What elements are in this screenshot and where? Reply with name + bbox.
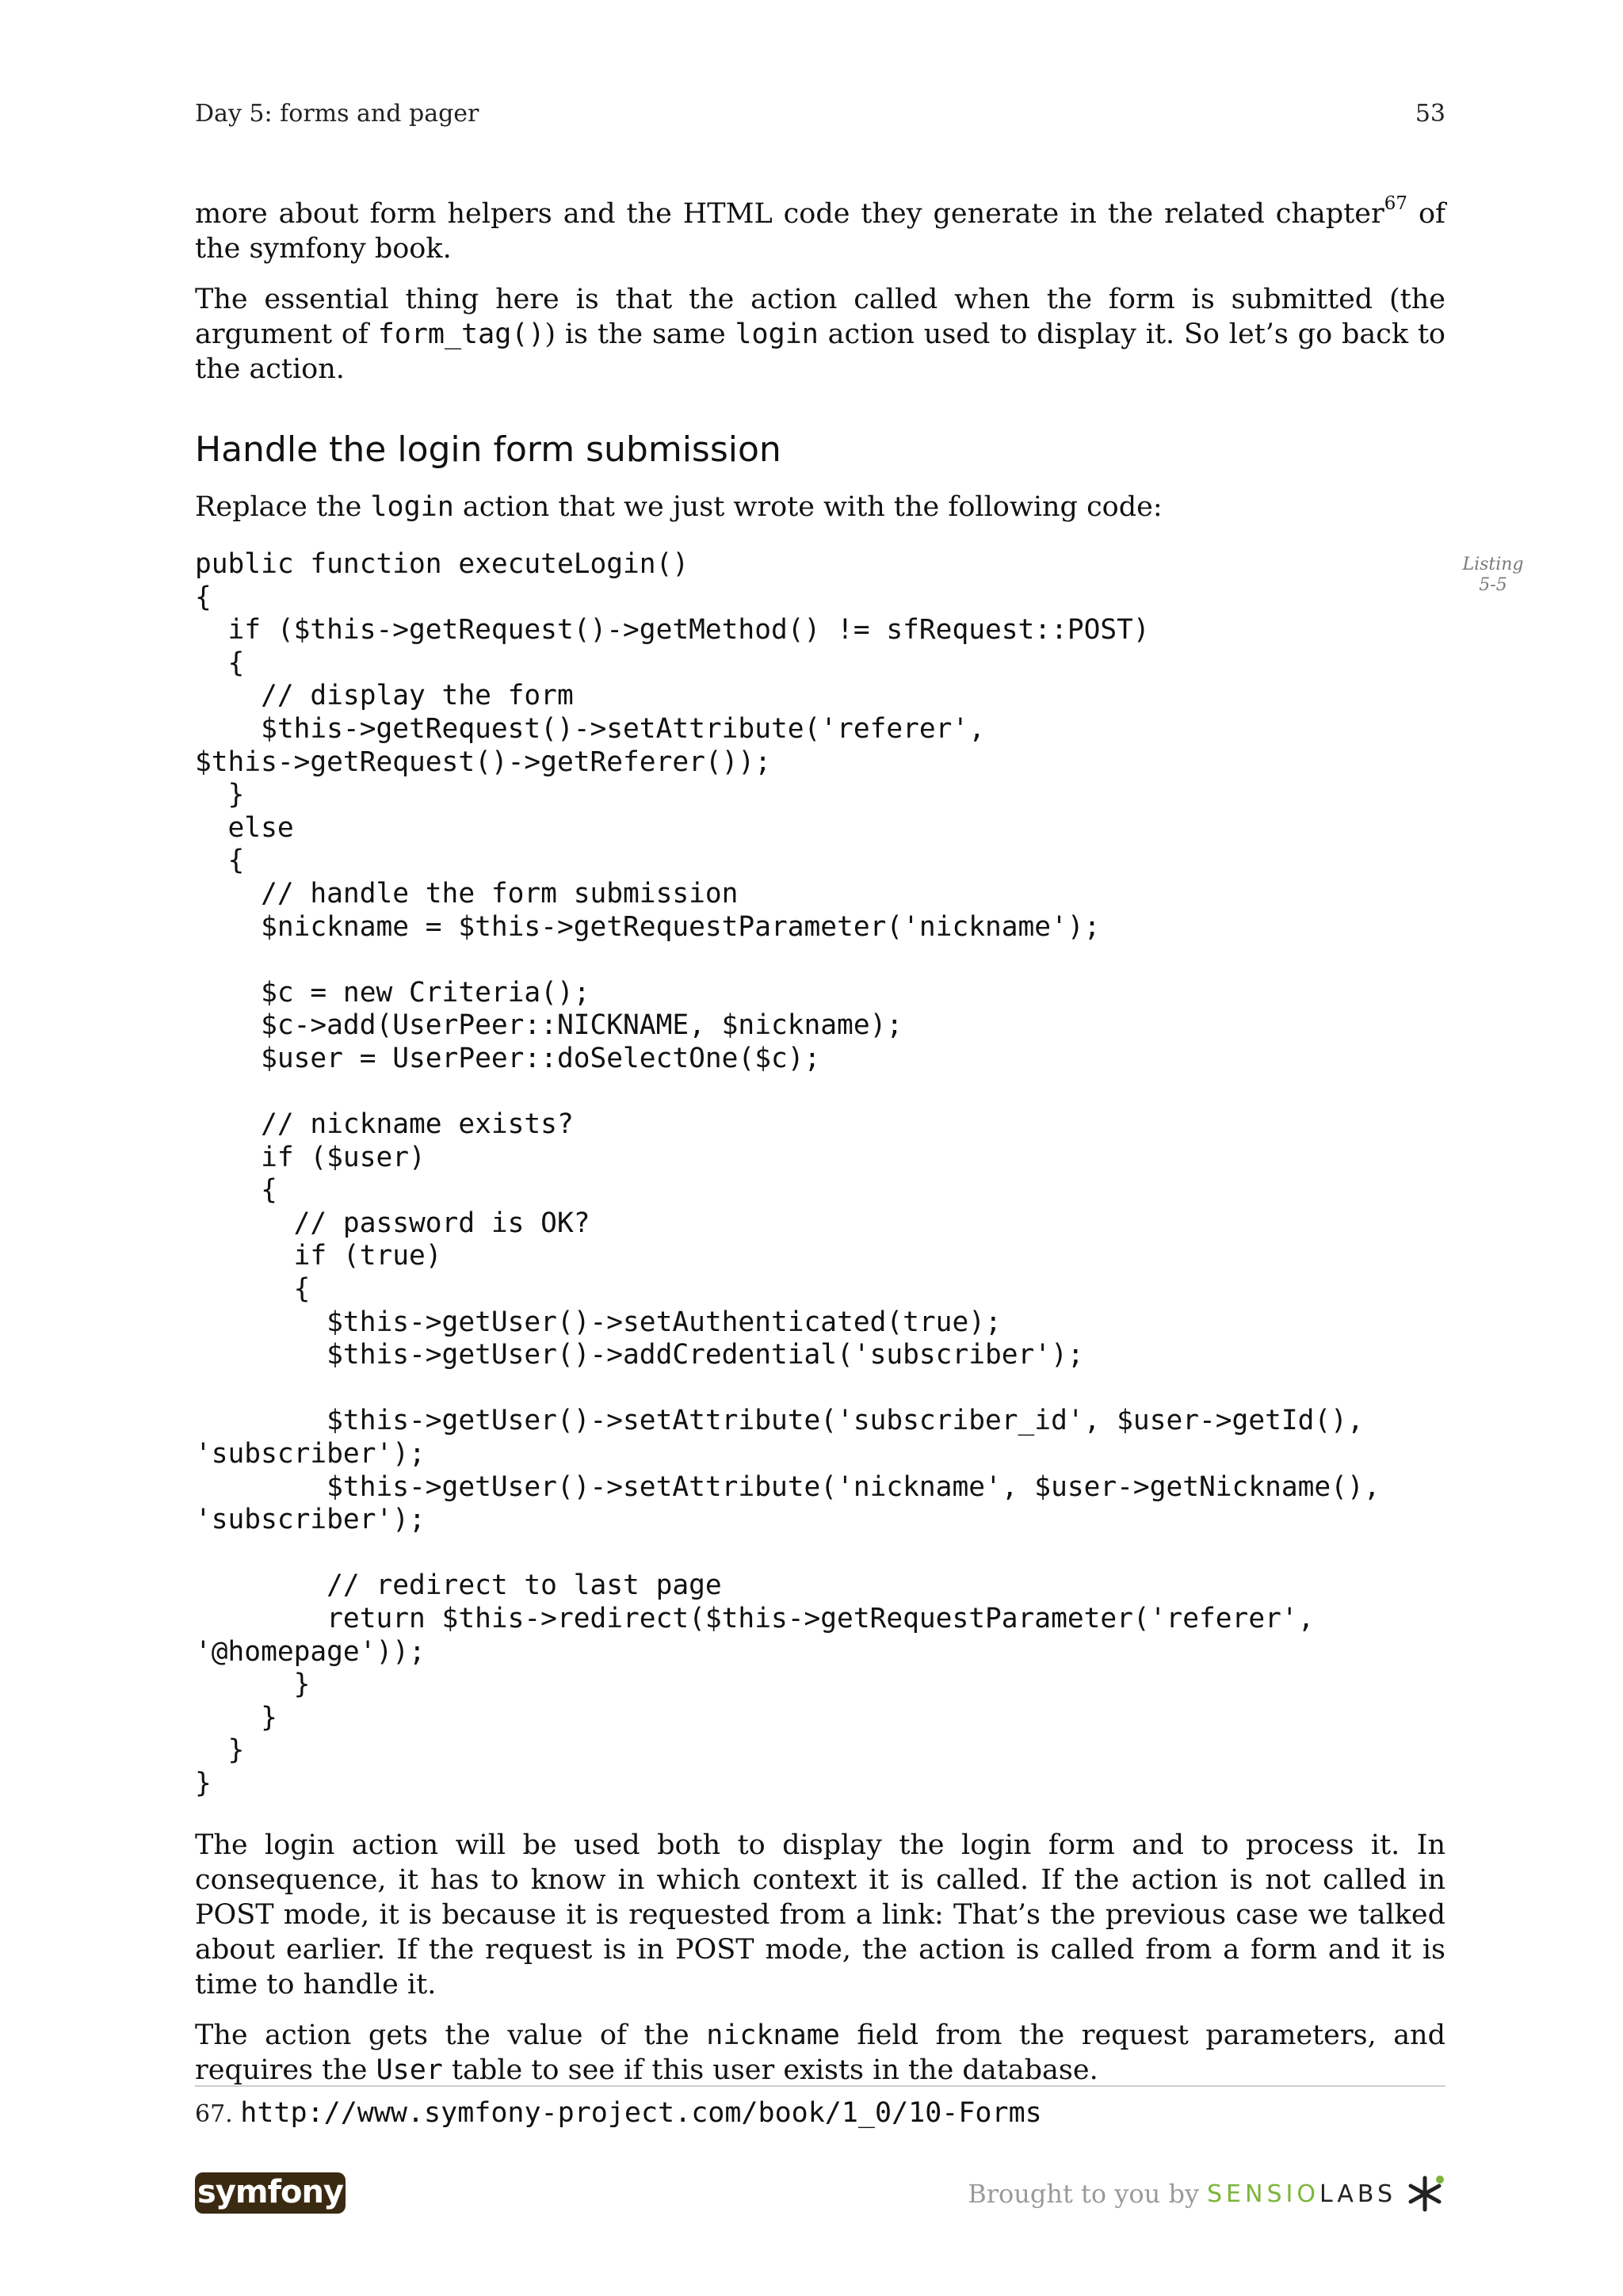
intro-paragraph-2 (195, 282, 1445, 387)
text-run: field from the request parameters, and requires the (195, 2019, 1446, 2086)
after-paragraph-2 (195, 2018, 1445, 2088)
symfony-logo: symfony (195, 2172, 346, 2214)
footnote-67 (195, 2095, 1445, 2133)
brand-part-2: LABS (1319, 2180, 1396, 2208)
text-run: The essential thing here is that the action called when the form is submitted (the argument of (195, 284, 1445, 350)
listing-label-title: Listing (1462, 555, 1524, 574)
footnote-url[interactable]: http://www.symfony-project.com/book/1_0/10-Forms (240, 2097, 1042, 2129)
intro-tail: of the symfony book. (195, 198, 1445, 265)
text-run: The action gets the value of the (195, 2019, 707, 2051)
intro-paragraph-1 (195, 193, 1445, 266)
inline-code-user: User (376, 2054, 443, 2086)
text-run: table to see if this user exists in the database. (442, 2054, 1098, 2086)
page-footer (195, 2169, 1445, 2217)
listing-label (1445, 555, 1541, 596)
text-run: action that we just wrote with the following code: (453, 491, 1163, 523)
footnote-number: 67. (195, 2100, 233, 2128)
brand-part-1: SENSIO (1207, 2180, 1319, 2208)
code-block: public function executeLogin() { if ($this->getRequest()->getMethod() != sfRequest::POST) { // display the form $this->getRequest()->setAttribute('referer', $this->getRequest()->getReferer()); } else { // handle the form submission $nickname = $this->getRequestParameter('nickname'); $c = new Criteria(); $c->add(UserPeer::NICKNAME, $nickname); $user = UserPeer::doSelectOne($c); // nickname exists? if ($user) { // password is OK? if (true) { $this->getUser()->setAuthenticated(true); $this->getUser()->addCredential('subscriber'); $this->getUser()->setAttribute('subscriber_id', $user->getId(), 'subscriber'); $this->getUser()->setAttribute('nickname', $user->getNickname(), 'subscriber'); // redirect to last page return $this->redirect($this->getRequestParameter('referer', '@homepage')); } } } } (195, 548, 1381, 1799)
footnotes (195, 2085, 1445, 2133)
inline-code-nickname: nickname (706, 2019, 840, 2051)
sensiolabs-star-icon (1404, 2173, 1445, 2214)
listing-label-number: 5-5 (1479, 575, 1507, 595)
footnote-ref: 67 (1384, 193, 1407, 214)
sponsor-credit (968, 2174, 1445, 2214)
section-paragraph (195, 490, 1445, 524)
page-content (195, 193, 1524, 2103)
sensiolabs-wordmark (1207, 2180, 1396, 2208)
text-run: action used to display it. So let’s go back to the action. (195, 318, 1445, 385)
text-run: ) is the same (544, 318, 735, 350)
text-run: Replace the (195, 491, 371, 523)
inline-code-login: login (735, 318, 819, 350)
inline-code-login: login (370, 491, 454, 523)
after-paragraph-1: The login action will be used both to display the login form and to process it. In consequence, it has to know in which context it is called. If the action is not called in POST mode, it is because it is requested from a link: That’s the previous case we talked about earlier. If the request is in POST mode, the action is called from a form and it is time to handle it. (195, 1829, 1445, 2000)
intro-text: more about form helpers and the HTML code they generate in the related chapter (195, 198, 1384, 230)
inline-code-form-tag: form_tag() (377, 318, 545, 350)
page-number: 53 (1415, 100, 1445, 128)
code-listing (195, 548, 1524, 1801)
brought-by-text: Brought to you by (968, 2179, 1200, 2209)
chapter-title: Day 5: forms and pager (195, 100, 479, 128)
section-heading: Handle the login form submission (195, 429, 781, 470)
